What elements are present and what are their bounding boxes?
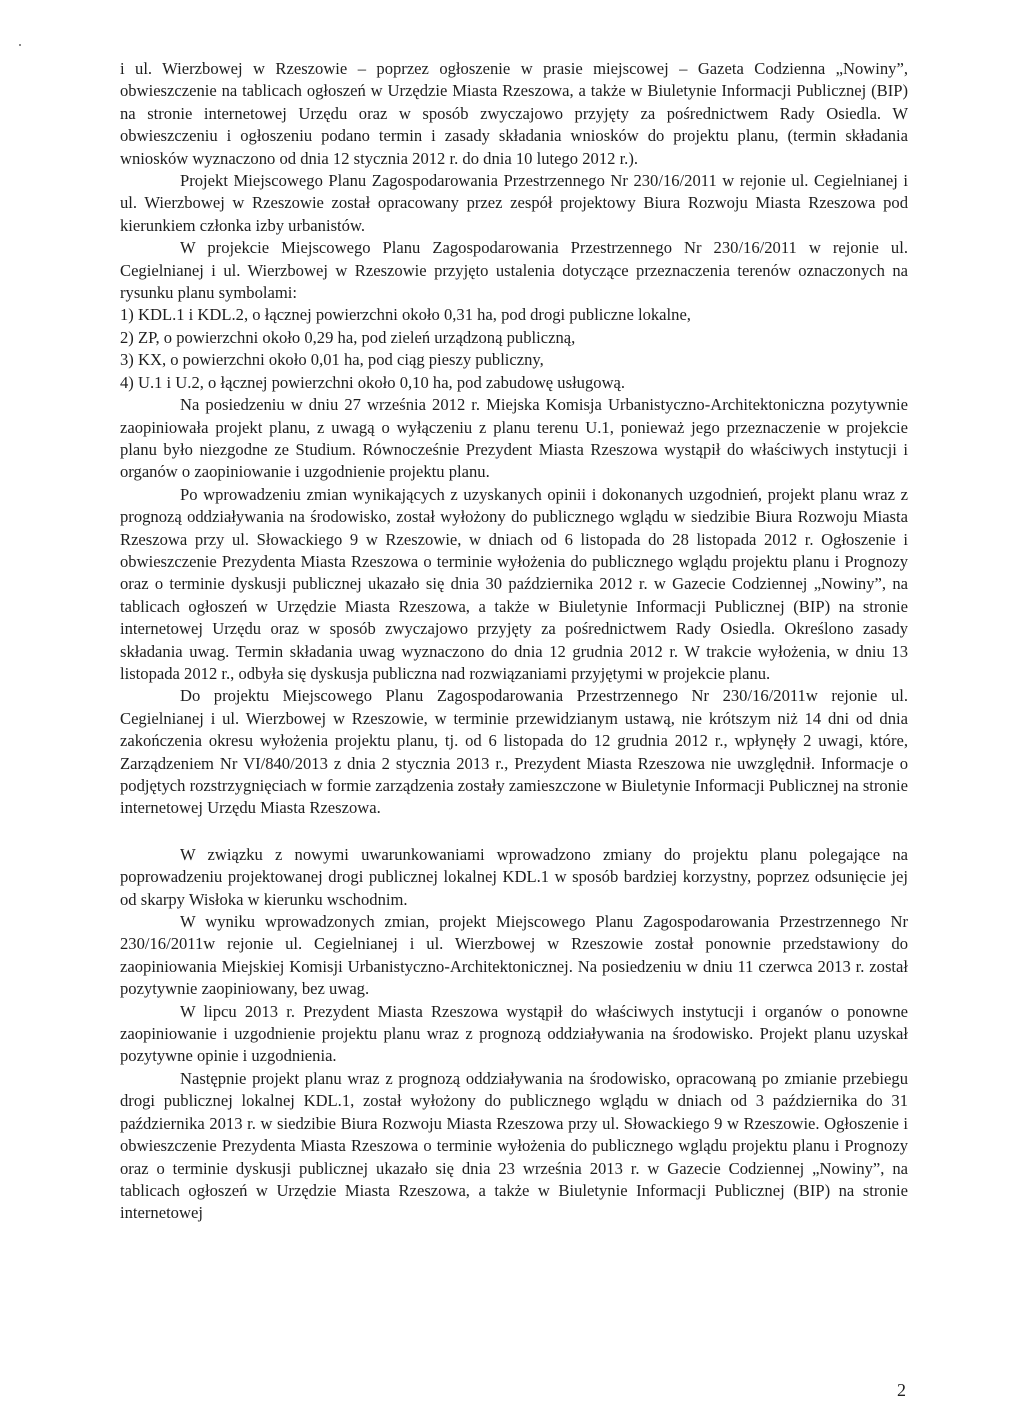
paragraph-comments: Do projektu Miejscowego Planu Zagospodarowania Przestrzennego Nr 230/16/2011w rejonie ul. Cegielnianej i ul. Wierzbowej w Rzeszowie, w terminie przewidzianym ustawą, nie krótszym niż 14 dni od dnia zakończenia okresu wyłożenia projektu planu, tj. od 6 listopada do 12 grudnia 2012 r., wpłynęły 2 uwagi, które, Zarządzeniem Nr VI/840/2013 z dnia 2 stycznia 2013 r., Prezydent Miasta Rzeszowa nie uwzględnił. Informacje o podjętych rozstrzygnięciach w formie zarządzenia zostały zamieszczone w Biuletynie Informacji Publicznej na stronie internetowej Urzędu Miasta Rzeszowa. [120,686,908,818]
land-use-list [120,304,908,394]
list-item: 4) U.1 i U.2, o łącznej powierzchni około 0,10 ha, pod zabudowę usługową. [120,372,626,392]
page-number: 2 [897,1380,906,1400]
paragraph-public-display-2013: Następnie projekt planu wraz z prognozą oddziaływania na środowisko, opracowaną po zmianie przebiegu drogi publicznej lokalnej KDL.1, został wyłożony do publicznego wglądu w dniach od 3 października do 31 października 2013 r. w siedzibie Biura Rozwoju Miasta Rzeszowa przy ul. Słowackiego 9 w Rzeszowie. Ogłoszenie i obwieszczenie Prezydenta Miasta Rzeszowa o terminie wyłożenia do publicznego wglądu projektu planu i Prognozy oraz o terminie dyskusji publicznej ukazało się dnia 23 września 2013 r. w Gazecie Codziennej „Nowiny”, na tablicach ogłoszeń w Urzędzie Miasta Rzeszowa, a także w Biuletynie Informacji Publicznej (BIP) na stronie internetowej [120,1068,908,1223]
paragraph-july-2013: W lipcu 2013 r. Prezydent Miasta Rzeszowa wystąpił do właściwych instytucji i organów o ponowne zaopiniowanie i uzgodnienie projektu planu wraz z prognozą oddziaływania na środowisko. Projekt planu uzyskał pozytywne opinie i uzgodnienia. [120,1001,908,1066]
paragraph-plan-provisions: W projekcie Miejscowego Planu Zagospodarowania Przestrzennego Nr 230/16/2011 w rejonie ul. Cegielnianej i ul. Wierzbowej w Rzeszowie przyjęto ustalenia dotyczące przeznaczenia terenów oznaczonych na rysunku planu symbolami: [120,238,908,303]
paragraph-road-change: W związku z nowymi uwarunkowaniami wprowadzono zmiany do projektu planu polegające na poprowadzeniu projektowanej drogi publicznej lokalnej KDL.1 w sposób bardziej korzystny, poprzez odsunięcie jej od skarpy Wisłoka w kierunku wschodnim. [120,844,908,909]
scan-speck [19,44,21,46]
paragraph-gap [120,820,908,844]
paragraph-public-display-2012: Po wprowadzeniu zmian wynikających z uzyskanych opinii i dokonanych uzgodnień, projekt planu wraz z prognozą oddziaływania na środowisko, został wyłożony do publicznego wglądu w siedzibie Biura Rozwoju Miasta Rzeszowa przy ul. Słowackiego 9 w Rzeszowie, w dniach od 6 listopada do 28 listopada 2012 r. Ogłoszenie i obwieszczenie Prezydenta Miasta Rzeszowa o terminie wyłożenia do publicznego wglądu projektu planu i Prognozy oraz o terminie dyskusji publicznej ukazało się dnia 30 października 2012 r. w Gazecie Codziennej „Nowiny”, na tablicach ogłoszeń w Urzędzie Miasta Rzeszowa, a także w Biuletynie Informacji Publicznej (BIP) na stronie internetowej Urzędu oraz w sposób zwyczajowo przyjęty za pośrednictwem Rady Osiedla. Określono zasady składania uwag. Termin składania uwag wyznaczono do dnia 12 grudnia 2012 r. W trakcie wyłożenia, w dniu 13 listopada 2012 r., odbyła się dyskusja publiczna nad rozwiązaniami przyjętymi w projekcie planu. [120,484,908,683]
paragraph-re-review: W wyniku wprowadzonych zmian, projekt Miejscowego Planu Zagospodarowania Przestrzennego Nr 230/16/2011w rejonie ul. Cegielnianej i ul. Wierzbowej w Rzeszowie został ponownie przedstawiony do zaopiniowania Miejskiej Komisji Urbanistyczno-Architektonicznej. Na posiedzeniu w dniu 11 czerwca 2013 r. został pozytywnie zaopiniowany, bez uwag. [120,912,908,999]
list-item: 1) KDL.1 i KDL.2, o łącznej powierzchni około 0,31 ha, pod drogi publiczne lokalne, [120,305,691,325]
list-item: 3) KX, o powierzchni około 0,01 ha, pod ciąg pieszy publiczny, [120,350,544,370]
paragraph-commission-opinion: Na posiedzeniu w dniu 27 września 2012 r. Miejska Komisja Urbanistyczno-Architektoniczna pozytywnie zaopiniowała projekt planu, z uwagą o wyłączeniu z planu terenu U.1, ponieważ jego przeznaczenie w projekcie planu było niezgodne ze Studium. Równocześnie Prezydent Miasta Rzeszowa wystąpił do właściwych instytucji i organów o zaopiniowanie i uzgodnienie projektu planu. [120,395,908,482]
paragraph-project-authors: Projekt Miejscowego Planu Zagospodarowania Przestrzennego Nr 230/16/2011 w rejonie ul. Cegielnianej i ul. Wierzbowej w Rzeszowie został opracowany przez zespół projektowy Biura Rozwoju Miasta Rzeszowa pod kierunkiem członka izby urbanistów. [120,171,908,235]
document-body [120,58,908,1225]
list-item: 2) ZP, o powierzchni około 0,29 ha, pod zieleń urządzoną publiczną, [120,327,576,347]
paragraph-intro: i ul. Wierzbowej w Rzeszowie – poprzez ogłoszenie w prasie miejscowej – Gazeta Codzienna „Nowiny”, obwieszczenie na tablicach ogłoszeń w Urzędzie Miasta Rzeszowa, a także w Biuletynie Informacji Publicznej (BIP) na stronie internetowej Urzędu oraz w sposób zwyczajowo przyjęty za pośrednictwem Rady Osiedla. W obwieszczeniu i ogłoszeniu podano termin i zasady składania wniosków do projektu planu, (termin składania wniosków wyznaczono od dnia 12 stycznia 2012 r. do dnia 10 lutego 2012 r.). [120,59,908,168]
